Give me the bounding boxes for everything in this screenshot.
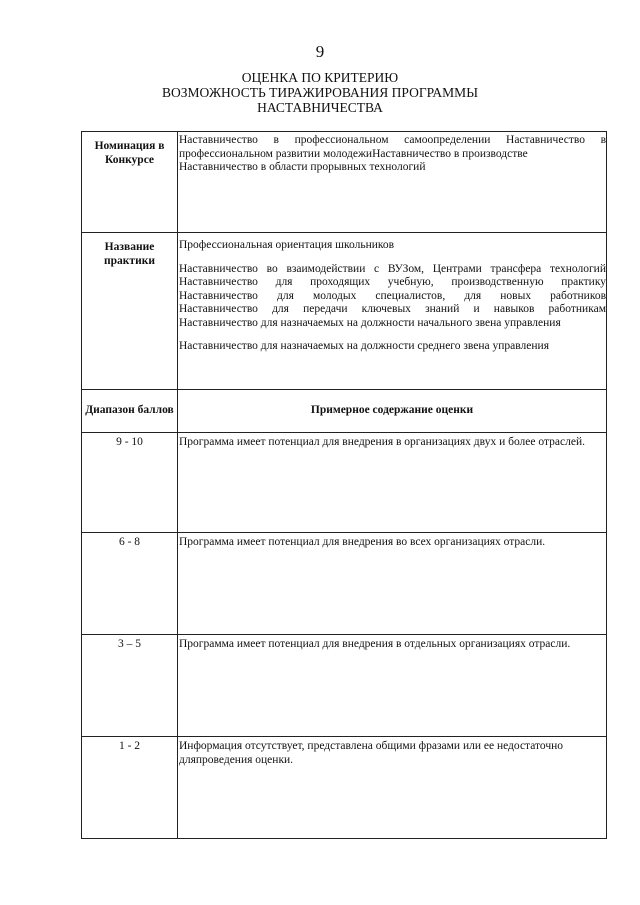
page-number: 9 — [315, 42, 325, 61]
practice-item: Наставничество для молодых специалистов, для новых работников — [179, 289, 606, 302]
score-row — [82, 433, 607, 533]
score-row — [82, 635, 607, 737]
title-line: ОЦЕНКА ПО КРИТЕРИЮ — [241, 70, 399, 85]
nomination-line: профессиональном развитии молодежиНаставничество в производстве — [179, 147, 528, 160]
content-header: Примерное содержание оценки — [178, 390, 607, 433]
scoring-header-row — [82, 390, 607, 433]
range-header: Диапазон баллов — [82, 390, 178, 433]
nomination-line: Наставничество в профессиональном самоопределении Наставничество в — [179, 134, 606, 146]
nomination-line: Наставничество в области прорывных технологий — [179, 161, 426, 173]
title-line: НАСТАВНИЧЕСТВА — [257, 100, 383, 115]
practice-item: Наставничество во взаимодействии с ВУЗом, Центрами трансфера технологий — [179, 262, 606, 275]
nomination-label: Номинация в Конкурсе — [82, 132, 178, 233]
practice-item: Наставничество для назначаемых на должности начального звена управления — [179, 316, 561, 329]
score-row — [82, 737, 607, 839]
document-title — [0, 70, 640, 115]
score-description: Программа имеет потенциал для внедрения в организациях двух и более отраслей. — [178, 433, 607, 533]
practice-content — [178, 233, 607, 390]
score-range: 1 - 2 — [82, 737, 178, 839]
practice-item: Наставничество для передачи ключевых знаний и навыков работникам — [179, 303, 606, 315]
criteria-table — [81, 131, 607, 839]
score-range: 9 - 10 — [82, 433, 178, 533]
score-description: Программа имеет потенциал для внедрения во всех организациях отрасли. — [178, 533, 607, 635]
nomination-content — [178, 132, 607, 233]
practice-label: Название практики — [82, 233, 178, 390]
practice-item: Наставничество для назначаемых на должности среднего звена управления — [179, 340, 549, 352]
practice-item: Наставничество для проходящих учебную, производственную практику — [179, 276, 606, 288]
practice-item: Профессиональная ориентация школьников — [179, 239, 395, 251]
title-line: ВОЗМОЖНОСТЬ ТИРАЖИРОВАНИЯ ПРОГРАММЫ — [162, 85, 478, 100]
score-row — [82, 533, 607, 635]
practice-row — [82, 233, 607, 390]
score-description: Информация отсутствует, представлена общими фразами или ее недостаточно дляпроведения оценки. — [178, 737, 607, 839]
score-description: Программа имеет потенциал для внедрения в отдельных организациях отрасли. — [178, 635, 607, 737]
score-range: 6 - 8 — [82, 533, 178, 635]
score-range: 3 – 5 — [82, 635, 178, 737]
nomination-row — [82, 132, 607, 233]
